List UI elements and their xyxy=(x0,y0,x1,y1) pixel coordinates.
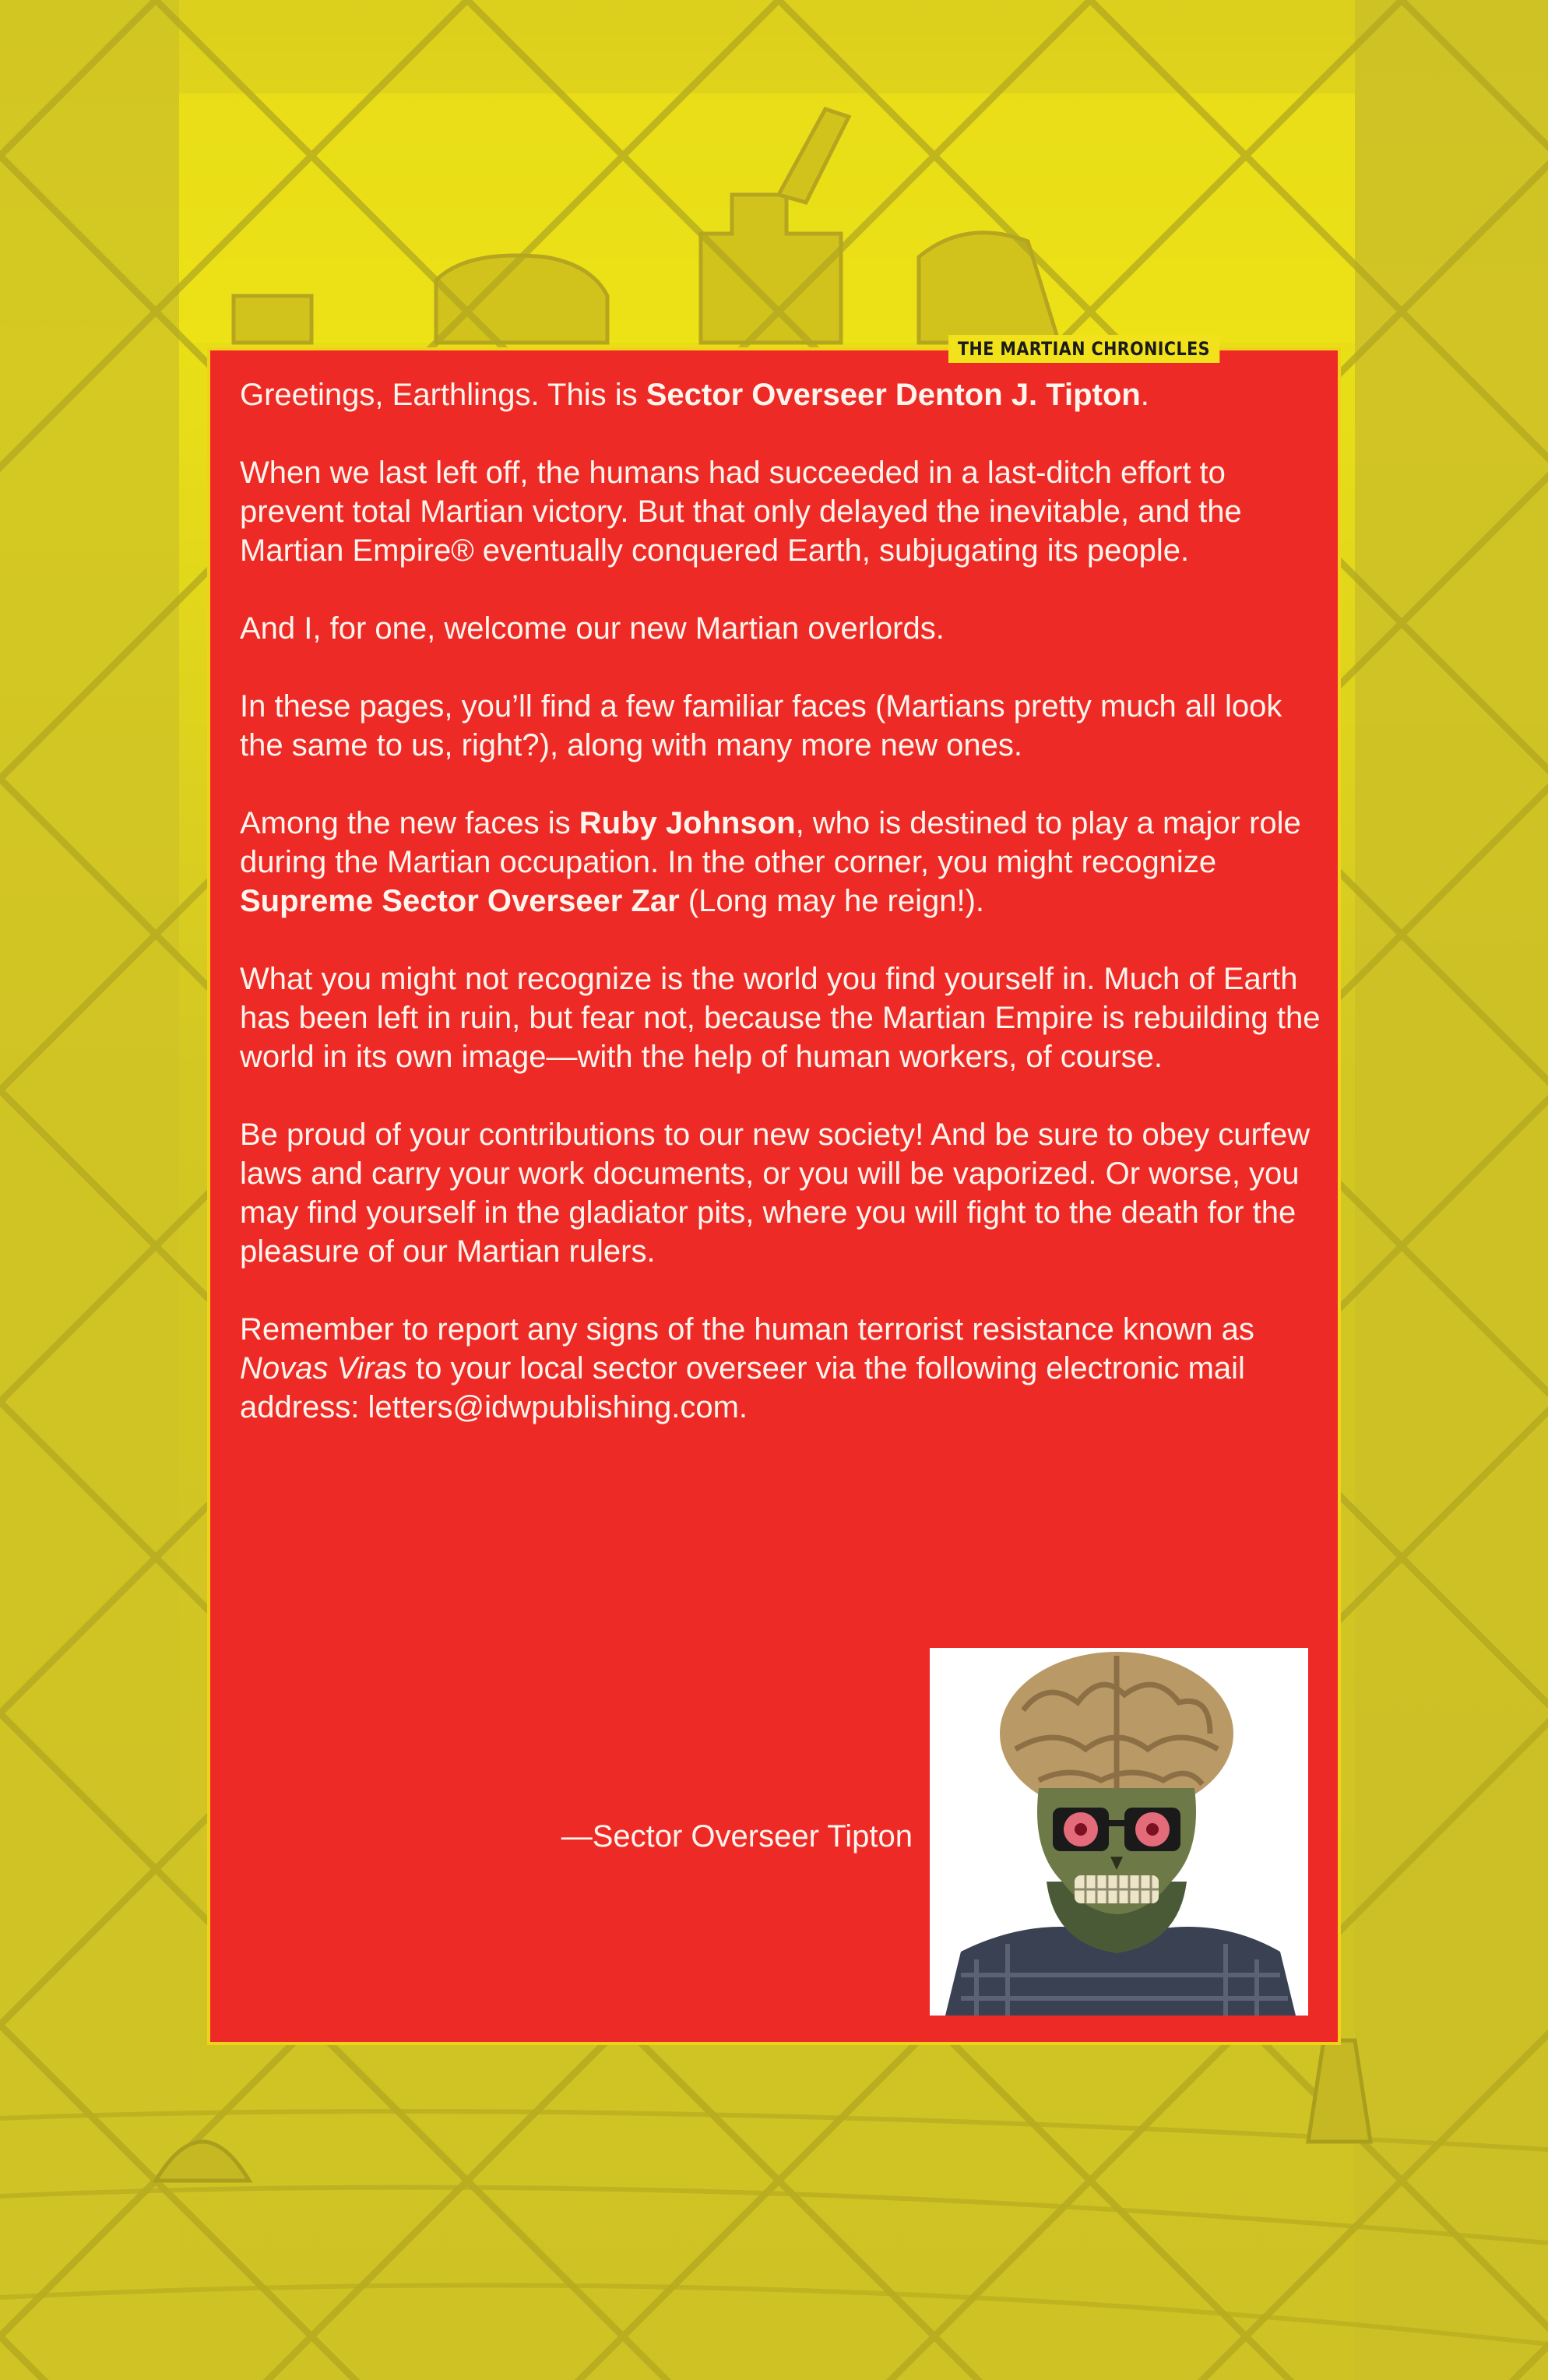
paragraph-7: Be proud of your contributions to our new society! And be sure to obey curfew laws and carry your work documents, or you will be vaporized. Or worse, you may find yourself in the gladiator pits, where you will fight to the death for the pleasure of our Martian rulers. xyxy=(240,1118,1311,1269)
paragraph-5: Among the new faces is Ruby Johnson, who is destined to play a major role during the Martian occupation. In the other corner, you might recognize Supreme Sector Overseer Zar (Long may he reign!). xyxy=(240,806,1301,918)
greeting-paragraph: Greetings, Earthlings. This is Sector Overseer Denton J. Tipton. xyxy=(240,378,1149,412)
left-pillar xyxy=(0,0,179,2380)
section-tag: THE MARTIAN CHRONICLES xyxy=(948,335,1219,363)
resistance-name: Novas Viras xyxy=(240,1351,407,1385)
character-name-zar: Supreme Sector Overseer Zar xyxy=(240,884,680,918)
paragraph-8: Remember to report any signs of the human terrorist resistance known as Novas Viras to your local sector overseer via the following electronic mail address: letters@idwpublishing.com. xyxy=(240,1312,1254,1424)
paragraph-6: What you might not recognize is the world you find yourself in. Much of Earth has been left in ruin, but fear not, because the Martian Empire is rebuilding the world in its own image—with the help of human workers, of course. xyxy=(240,962,1321,1074)
character-name-ruby: Ruby Johnson xyxy=(579,806,796,840)
paragraph-3: And I, for one, welcome our new Martian overlords. xyxy=(240,611,945,646)
letter-body xyxy=(240,375,1322,1427)
author-name: Sector Overseer Denton J. Tipton xyxy=(646,378,1141,412)
signature: —Sector Overseer Tipton xyxy=(561,1819,913,1854)
martian-mask-portrait-icon xyxy=(930,1648,1308,2016)
author-photo xyxy=(930,1648,1308,2016)
paragraph-4: In these pages, you’ll find a few familiar faces (Martians pretty much all look the same to us, right?), along with many more new ones. xyxy=(240,689,1282,762)
paragraph-2: When we last left off, the humans had succeeded in a last-ditch effort to prevent total Martian victory. But that only delayed the inevitable, and the Martian Empire® eventually conquered Earth, subjugating its people. xyxy=(240,456,1242,568)
